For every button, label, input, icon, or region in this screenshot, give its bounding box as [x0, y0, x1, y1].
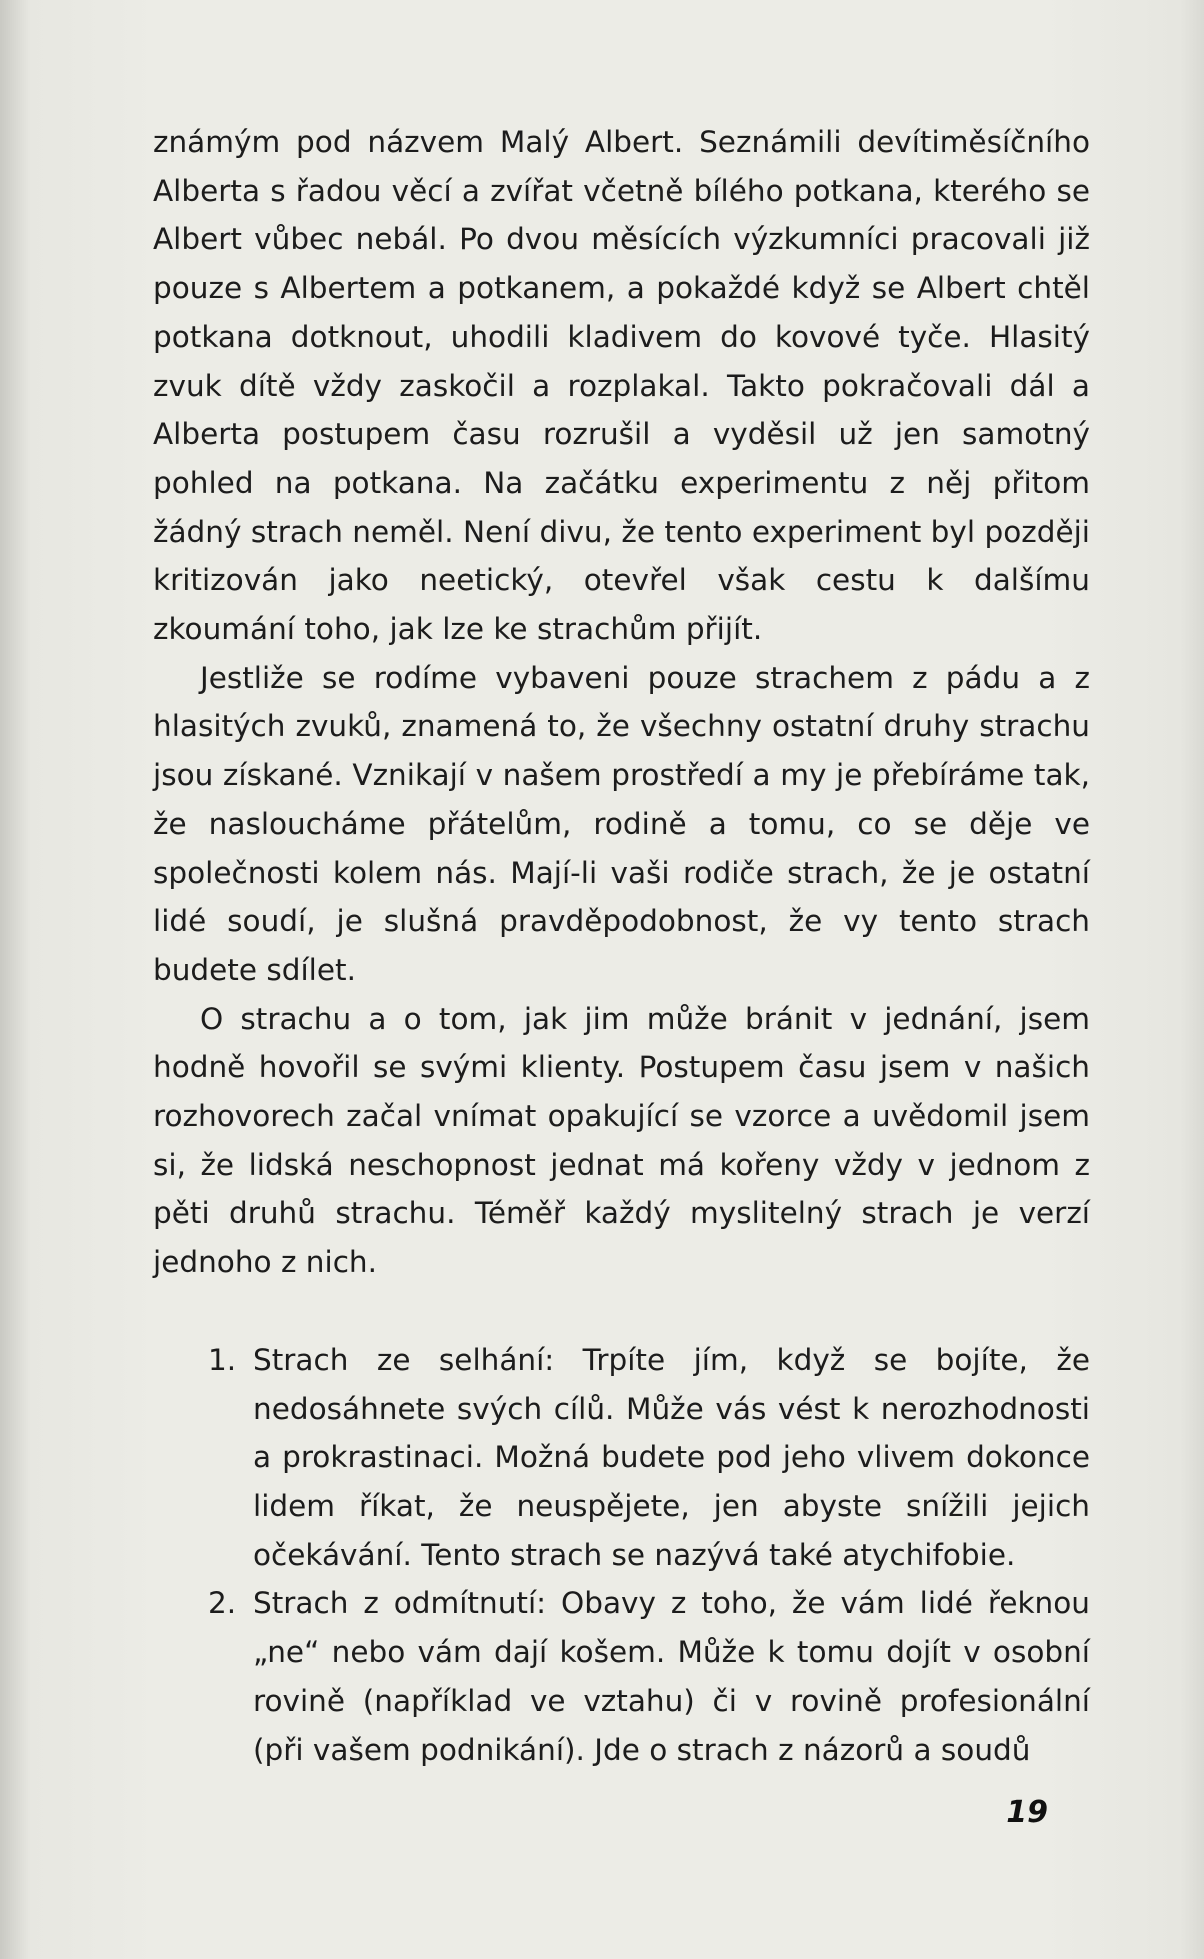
- body-text: [153, 118, 1090, 1774]
- list-item-text: Strach ze selhání: Trpíte jím, když se bojíte, že nedosáhnete svých cílů. Může vás vést k nerozhodnosti a prokrastinaci. Možná budete pod jeho vlivem dokonce lidem říkat, že neuspějete, jen abyste snížili jejich očekávání. Tento strach se nazývá také atychifobie.: [253, 1342, 1090, 1572]
- paragraph-3: O strachu a o tom, jak jim může bránit v jednání, jsem hodně hovořil se svými klienty. Postupem času jsem v našich rozhovorech začal vnímat opakující se vzorce a uvědomil jsem si, že lidská neschopnost jednat má kořeny vždy v jednom z pěti druhů strachu. Téměř každý myslitelný strach je verzí jednoho z nich.: [153, 1001, 1090, 1280]
- page-number: 19: [1006, 1795, 1048, 1830]
- list-item-number: 1.: [208, 1342, 237, 1377]
- fear-types-list: [153, 1336, 1090, 1774]
- list-item-text: Strach z odmítnutí: Obavy z toho, že vám lidé řeknou „ne“ nebo vám dají košem. Může k tomu dojít v osobní rovině (například ve vztahu) či v rovině profesionální (při vašem podnikání). Jde o strach z názorů a soudů: [253, 1586, 1090, 1767]
- list-item: [153, 1579, 1090, 1774]
- paragraph-2: Jestliže se rodíme vybaveni pouze strachem z pádu a z hlasitých zvuků, znamená to, že všechny ostatní druhy strachu jsou získané. Vznikají v našem prostředí a my je přebíráme tak, že nasloucháme přátelům, rodině a tomu, co se děje ve společnosti kolem nás. Mají-li vaši rodiče strach, že je ostatní lidé soudí, je slušná pravděpodobnost, že vy tento strach budete sdílet.: [153, 660, 1090, 987]
- paragraph-1: známým pod názvem Malý Albert. Seznámili devítiměsíčního Alberta s řadou věcí a zvířat včetně bílého potkana, kterého se Albert vůbec nebál. Po dvou měsících výzkumníci pracovali již pouze s Albertem a potkanem, a pokaždé když se Albert chtěl potkana dotknout, uhodili kladivem do kovové tyče. Hlasitý zvuk dítě vždy zaskočil a rozplakal. Takto pokračovali dál a Alberta postupem času rozrušil a vyděsil už jen samotný pohled na potkana. Na začátku experimentu z něj přitom žádný strach neměl. Není divu, že tento experiment byl později kritizován jako neetický, otevřel však cestu k dalšímu zkoumání toho, jak lze ke strachům přijít.: [153, 125, 1090, 647]
- list-item-number: 2.: [208, 1586, 237, 1621]
- list-item: [153, 1336, 1090, 1580]
